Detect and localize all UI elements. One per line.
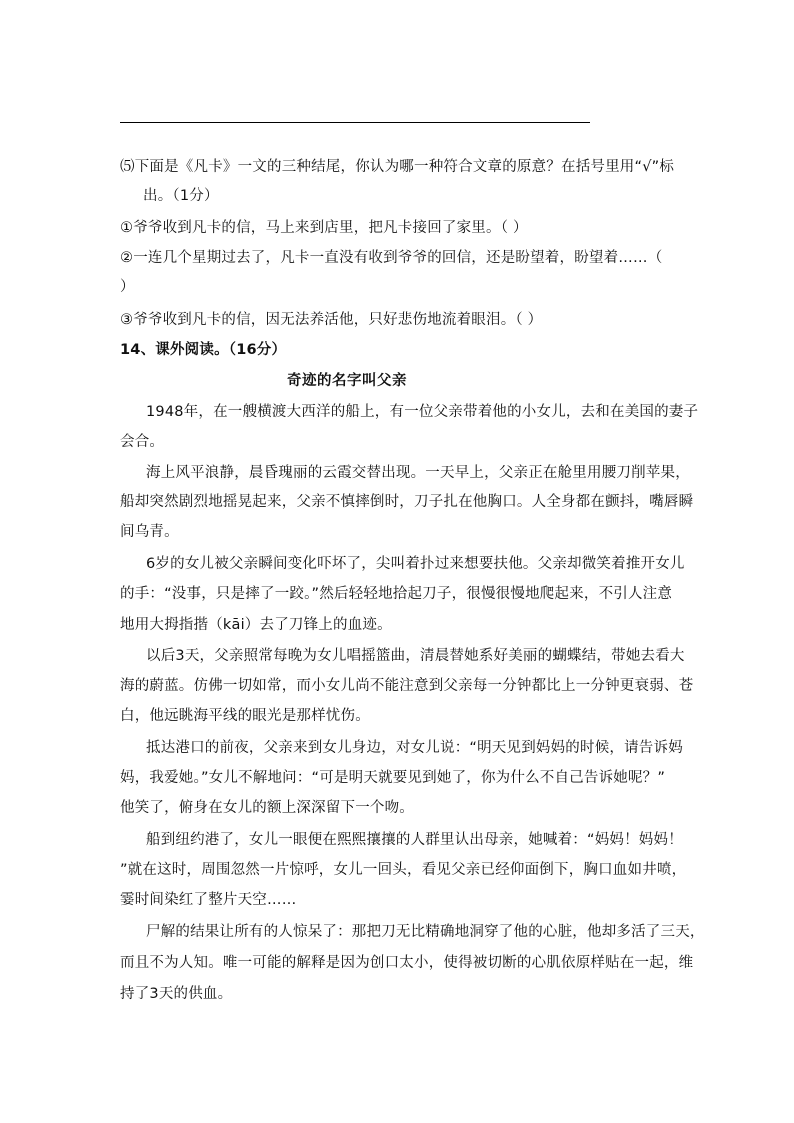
para2-line1: 海上风平浪静，晨昏瑰丽的云霞交替出现。一天早上，父亲正在舱里用腰刀削苹果， [146,465,690,481]
q5-option-2-line1: ②一连几个星期过去了，凡卡一直没有收到爷爷的回信，还是盼望着，盼望着……（ [120,250,663,266]
passage-title: 奇迹的名字叫父亲 [287,373,407,389]
para6-line1: 船到纽约港了，女儿一眼便在熙熙攘攘的人群里认出母亲，她喊着：“妈妈！妈妈！ [146,832,683,848]
para7-line2: 而且不为人知。唯一可能的解释是因为创口太小，使得被切断的心肌依原样贴在一起，维 [120,955,694,971]
q14-heading: 14、课外阅读。（16分） [120,342,287,358]
para5-line3: 他笑了，俯身在女儿的额上深深留下一个吻。 [120,800,414,816]
para3-line1: 6岁的女儿被父亲瞬间变化吓坏了，尖叫着扑过来想要扶他。父亲却微笑着推开女儿 [146,556,685,572]
para4-line2: 海的蔚蓝。仿佛一切如常，而小女儿尚不能注意到父亲每一分钟都比上一分钟更衰弱、苍 [120,678,694,694]
para5-line1: 抵达港口的前夜，父亲来到女儿身边，对女儿说：“明天见到妈妈的时候，请告诉妈 [146,740,683,756]
para4-line3: 白，他远眺海平线的眼光是那样忧伤。 [120,708,370,724]
para1-line1: 1948年，在一艘横渡大西洋的船上，有一位父亲带着他的小女儿，去和在美国的妻子 [146,404,699,420]
para2-line2: 船却突然剧烈地摇晃起来，父亲不慎摔倒时，刀子扎在他胸口。人全身都在颤抖，嘴唇瞬 [120,494,694,510]
para2-line3: 间乌青。 [120,524,179,540]
para7-line1: 尸解的结果让所有的人惊呆了：那把刀无比精确地洞穿了他的心脏，他却多活了三天， [146,924,705,940]
para7-line3: 持了3天的供血。 [120,986,233,1002]
q5-option-1: ①爷爷收到凡卡的信，马上来到店里，把凡卡接回了家里。（ ） [120,220,528,236]
q5-prompt-line1: ⑸下面是《凡卡》一文的三种结尾，你认为哪一种符合文章的原意？在括号里用“√”标 [120,159,675,175]
para6-line3: 霎时间染红了整片天空…… [120,892,297,908]
para1-line2: 会合。 [120,434,165,450]
para4-line1: 以后3天，父亲照常每晚为女儿唱摇篮曲，清晨替她系好美丽的蝴蝶结，带她去看大 [146,648,685,664]
q5-option-3: ③爷爷收到凡卡的信，因无法养活他，只好悲伤地流着眼泪。（ ） [120,312,543,328]
para3-line3: 地用大拇指揩（kāi）去了刀锋上的血迹。 [120,617,392,633]
para3-line2: 的手：“没事，只是摔了一跤。”然后轻轻地拾起刀子，很慢很慢地爬起来，不引人注意 [120,586,673,602]
answer-line [120,122,590,123]
q5-option-2-line2: ） [120,279,135,295]
q5-prompt-line2: 出。（1分） [143,188,219,204]
para6-line2: ”就在这时，周围忽然一片惊呼，女儿一回头，看见父亲已经仰面倒下，胸口血如井喷， [120,862,687,878]
para5-line2: 妈，我爱她。”女儿不解地问：“可是明天就要见到她了，你为什么不自己告诉她呢？” [120,770,666,786]
